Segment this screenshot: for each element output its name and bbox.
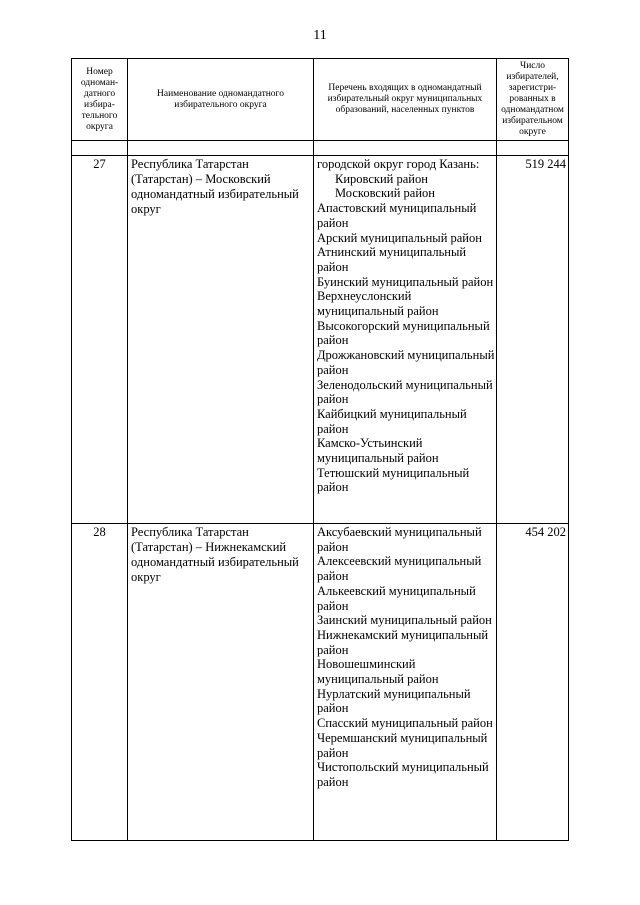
municipality-item: Буинский муниципальный район	[317, 274, 494, 289]
municipality-item: Кайбицкий муниципальный район	[317, 406, 467, 436]
municipality-item: Нижнекамский муниципальный район	[317, 627, 489, 657]
table-row	[72, 156, 569, 524]
municipality-item: Камско-Устьинский муниципальный район	[317, 436, 439, 466]
table-spacer-row	[72, 141, 569, 156]
voters-count: 454 202	[497, 524, 569, 841]
voters-count: 519 244	[497, 156, 569, 524]
municipality-item: Арский муниципальный район	[317, 230, 482, 245]
municipality-item: Тетюшский муниципальный район	[317, 465, 470, 495]
district-name: Республика Татарстан (Татарстан) – Нижнекамский одномандатный избирательный округ	[128, 524, 314, 841]
table-row	[72, 524, 569, 841]
municipality-item: Дрожжановский муниципальный район	[317, 348, 495, 377]
district-number: 28	[72, 524, 128, 841]
municipality-item: Заинский муниципальный район	[317, 613, 492, 628]
municipalities-list	[314, 524, 497, 841]
municipality-item: Верхнеуслонский муниципальный район	[317, 289, 439, 319]
page-number: 11	[313, 28, 327, 43]
district-name: Республика Татарстан (Татарстан) – Московский одномандатный избирательный округ	[128, 156, 314, 524]
header-voters-count: Число избирателей, зарегистри-рованных в одномандатном избирательном округе	[497, 59, 569, 141]
municipality-item: Кировский район	[335, 171, 428, 186]
district-number: 27	[72, 156, 128, 524]
table-header-row	[72, 59, 569, 141]
municipality-item: Новошешминский муниципальный район	[317, 657, 439, 687]
header-district-name: Наименование одномандатного избирательного округа	[128, 59, 314, 141]
municipality-item: Зеленодольский муниципальный район	[317, 377, 493, 407]
municipality-item: Апастовский муниципальный район	[317, 201, 477, 230]
header-municipalities-list: Перечень входящих в одномандатный избирательный округ муниципальных образований, населенных пунктов	[314, 59, 497, 141]
municipality-item: Высокогорский муниципальный район	[317, 318, 490, 348]
municipalities-list	[314, 156, 497, 524]
municipality-item: городской округ город Казань:	[317, 157, 480, 171]
municipality-item: Нурлатский муниципальный район	[317, 686, 471, 716]
municipality-item: Чистопольский муниципальный район	[317, 760, 489, 789]
districts-table	[71, 58, 569, 841]
municipality-item: Черемшанский муниципальный район	[317, 730, 488, 760]
municipality-item: Аксубаевский муниципальный район	[317, 525, 482, 554]
municipality-item: Атнинский муниципальный район	[317, 245, 467, 274]
municipality-item: Алькеевский муниципальный район	[317, 583, 476, 613]
header-district-number: Номер одноман-датного избира-тельного округа	[72, 59, 128, 141]
municipality-item: Спасский муниципальный район	[317, 716, 493, 731]
municipality-item: Алексеевский муниципальный район	[317, 554, 482, 584]
municipality-item: Московский район	[335, 186, 435, 201]
